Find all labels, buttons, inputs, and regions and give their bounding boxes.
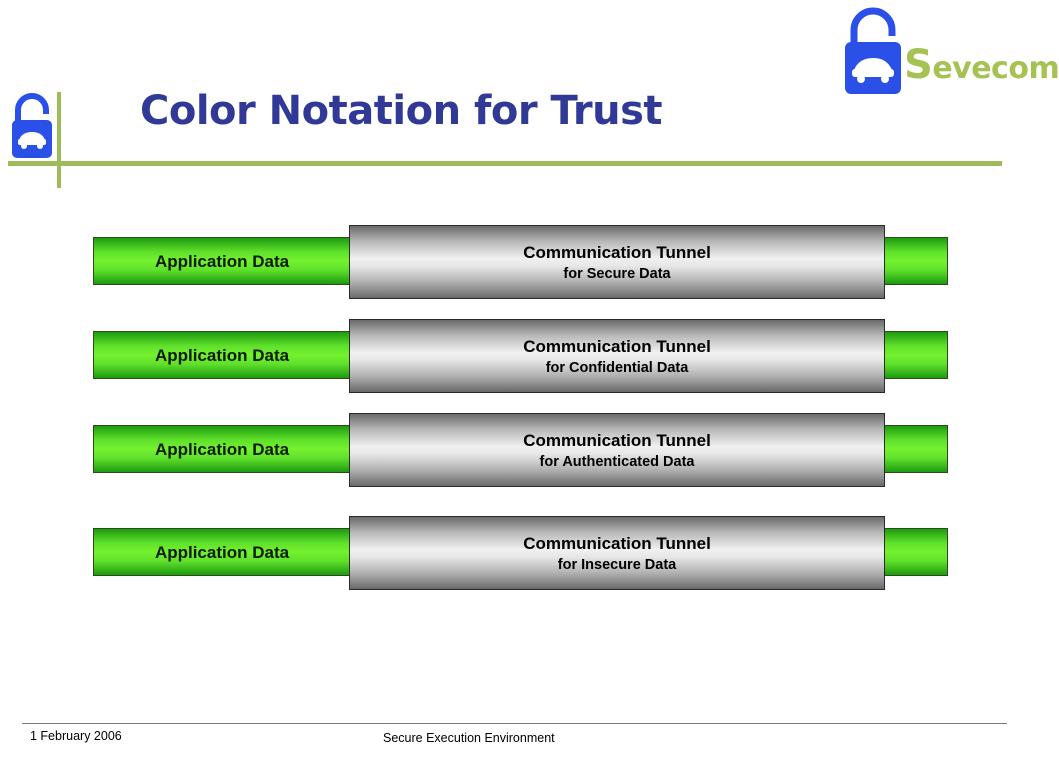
application-data-pipe	[93, 331, 351, 379]
logo-wordmark	[904, 42, 1059, 88]
application-data-pipe	[93, 528, 351, 576]
tunnel-title: Communication Tunnel	[523, 431, 711, 450]
logo-wordmark-cap: S	[904, 42, 933, 88]
trust-row-insecure	[93, 516, 948, 590]
trust-row-confidential	[93, 319, 948, 393]
pipe-exit	[883, 237, 948, 285]
communication-tunnel	[349, 319, 885, 393]
tunnel-subtitle: for Authenticated Data	[539, 454, 695, 470]
pipe-exit	[883, 331, 948, 379]
application-data-label: Application Data	[154, 543, 290, 562]
tunnel-title: Communication Tunnel	[523, 243, 711, 262]
application-data-pipe	[93, 425, 351, 473]
application-data-label: Application Data	[154, 346, 290, 365]
application-data-pipe	[93, 237, 351, 285]
application-data-label: Application Data	[154, 252, 290, 271]
accent-bar-vertical	[57, 92, 61, 188]
pipe-exit	[883, 528, 948, 576]
accent-bar-horizontal	[8, 161, 1002, 166]
footer-date: 1 February 2006	[30, 729, 122, 743]
footer-center-text: Secure Execution Environment	[383, 731, 555, 745]
padlock-car-icon	[842, 4, 904, 96]
pipe-exit	[883, 425, 948, 473]
trust-row-authenticated	[93, 413, 948, 487]
padlock-car-icon	[10, 92, 54, 162]
logo-wordmark-rest: evecom	[932, 51, 1059, 86]
sevecom-logo	[842, 4, 1059, 96]
tunnel-subtitle: for Confidential Data	[545, 360, 689, 376]
slide-title: Color Notation for Trust	[140, 88, 663, 134]
communication-tunnel	[349, 516, 885, 590]
tunnel-title: Communication Tunnel	[523, 534, 711, 553]
application-data-label: Application Data	[154, 440, 290, 459]
trust-row-secure	[93, 225, 948, 299]
tunnel-subtitle: for Insecure Data	[557, 557, 677, 573]
communication-tunnel	[349, 225, 885, 299]
footer-divider	[22, 723, 1007, 724]
communication-tunnel	[349, 413, 885, 487]
tunnel-title: Communication Tunnel	[523, 337, 711, 356]
tunnel-subtitle: for Secure Data	[563, 266, 671, 282]
